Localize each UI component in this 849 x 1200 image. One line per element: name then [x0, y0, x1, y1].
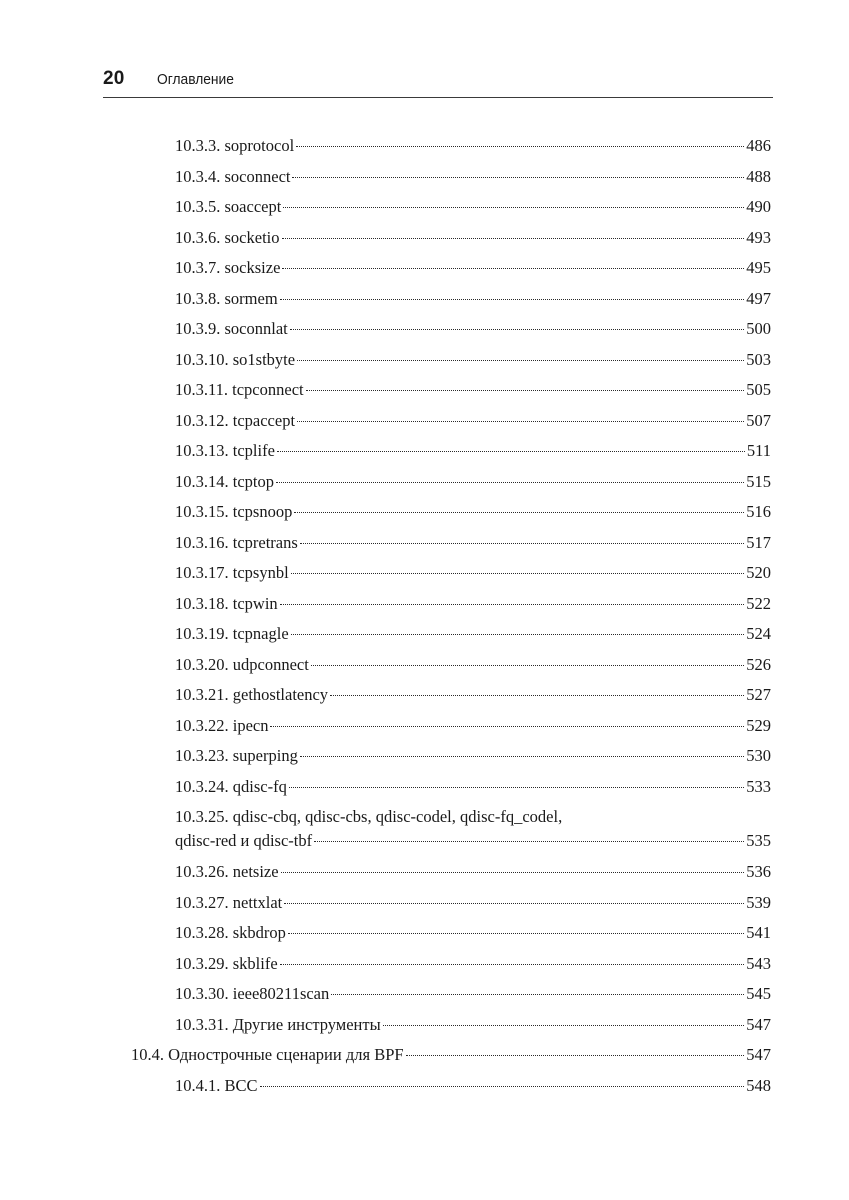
- toc-entry: [175, 528, 771, 559]
- toc-entry-title: 10.3.30. ieee80211scan: [175, 984, 330, 1003]
- dot-leader: [300, 756, 744, 757]
- dot-leader: [297, 360, 744, 361]
- dot-leader: [383, 1025, 745, 1026]
- section-title: Оглавление: [156, 71, 234, 88]
- dot-leader: [300, 543, 744, 544]
- toc-entry-title: 10.3.29. skblife: [175, 953, 278, 973]
- toc-entry: [175, 284, 771, 315]
- toc-entry-page: 548: [746, 1075, 771, 1095]
- toc-entry: [175, 589, 771, 620]
- dot-leader: [280, 964, 745, 965]
- toc-entry-page: 522: [746, 593, 771, 613]
- toc-entry-page: 533: [746, 776, 771, 796]
- toc-entry: [175, 131, 771, 162]
- toc-entry: [175, 314, 771, 345]
- toc-entry: [131, 1040, 771, 1071]
- dot-leader: [306, 390, 745, 391]
- dot-leader: [284, 903, 744, 904]
- toc-entry-title: 10.3.25. qdisc-cbq, qdisc-cbs, qdisc-codel, qdisc-fq_codel,: [175, 807, 563, 826]
- toc-entry: [175, 558, 771, 589]
- dot-leader: [270, 726, 744, 727]
- toc-entry-page: 517: [746, 532, 771, 552]
- dot-leader: [260, 1086, 745, 1087]
- toc-entry-title: 10.3.14. tcptop: [175, 471, 274, 491]
- toc-entry-title: 10.3.12. tcpaccept: [175, 410, 296, 430]
- toc-entry-page: 505: [746, 380, 771, 399]
- toc-entry-title: 10.3.6. socketio: [175, 227, 280, 247]
- dot-leader: [297, 421, 744, 422]
- toc-entry-page: 507: [746, 410, 771, 430]
- dot-leader: [281, 872, 745, 873]
- dot-leader: [289, 787, 744, 788]
- toc-entry-title: 10.3.26. netsize: [175, 862, 279, 881]
- toc-entry-title-continued: qdisc-red и qdisc-tbf: [175, 831, 313, 850]
- toc-entry: [175, 680, 771, 711]
- toc-entry-page: 503: [746, 349, 771, 369]
- toc-entry: [175, 1071, 771, 1102]
- toc-entry-title: 10.3.5. soaccept: [175, 197, 282, 216]
- toc-entry-title: 10.3.23. superping: [175, 746, 298, 765]
- dot-leader: [406, 1055, 745, 1056]
- toc-entry-title: 10.3.15. tcpsnoop: [175, 502, 293, 521]
- toc-entry: [175, 162, 771, 193]
- toc-entry-title: 10.3.27. nettxlat: [175, 892, 283, 912]
- toc-entry-page: 545: [746, 984, 771, 1003]
- toc-entry: [175, 223, 771, 254]
- dot-leader: [288, 933, 744, 934]
- dot-leader: [282, 268, 744, 269]
- toc-entry-page: 493: [746, 227, 771, 247]
- dot-leader: [283, 207, 744, 208]
- toc-entry-title: 10.4.1. BCC: [175, 1075, 258, 1095]
- toc-entry-title: 10.3.17. tcpsynbl: [175, 563, 289, 582]
- toc-entry: [175, 406, 771, 437]
- toc-entry: [175, 741, 771, 772]
- toc-entry-title: 10.3.9. soconnlat: [175, 319, 288, 338]
- toc-entry-page: 535: [746, 831, 771, 850]
- dot-leader: [276, 482, 744, 483]
- toc-entry-title: 10.3.19. tcpnagle: [175, 624, 289, 643]
- toc-entry-page: 541: [746, 923, 771, 942]
- dot-leader: [330, 695, 744, 696]
- toc-entry-title: 10.3.28. skbdrop: [175, 923, 286, 942]
- toc-entry: [175, 711, 771, 742]
- toc-entry: [175, 772, 771, 803]
- toc-entry-page: 539: [746, 892, 771, 912]
- toc-entry: [175, 192, 771, 223]
- toc-entry-title: 10.3.16. tcpretrans: [175, 532, 298, 552]
- toc-entry-page: 497: [746, 288, 771, 308]
- toc-entry-title: 10.3.3. soprotocol: [175, 136, 295, 155]
- toc-entry-title: 10.3.8. sormem: [175, 288, 278, 308]
- toc-entry-page: 486: [746, 136, 771, 155]
- toc-entry-page: 500: [746, 319, 771, 338]
- toc-entry-title: 10.3.21. gethostlatency: [175, 685, 329, 704]
- toc-entry: [175, 436, 771, 467]
- toc-entry: [175, 918, 771, 949]
- toc-entry: [175, 619, 771, 650]
- toc-entry-title: 10.3.11. tcpconnect: [175, 380, 304, 399]
- toc-entry-title: 10.3.20. udpconnect: [175, 654, 309, 674]
- toc-entry-title: 10.4. Однострочные сценарии для BPF: [131, 1045, 404, 1064]
- dot-leader: [296, 146, 744, 147]
- toc-entry-title: 10.3.4. soconnect: [175, 166, 291, 186]
- toc-entry-title: 10.3.22. ipecn: [175, 715, 269, 735]
- toc-entry: [175, 375, 771, 406]
- running-head: [103, 68, 773, 98]
- toc-entry-page: 536: [746, 862, 771, 881]
- toc-entry-title: 10.3.10. so1stbyte: [175, 349, 296, 369]
- dot-leader: [277, 451, 745, 452]
- toc-entry-title: 10.3.31. Другие инструменты: [175, 1014, 381, 1034]
- toc-entry-page: 495: [746, 258, 771, 277]
- toc-entry-page: 515: [746, 471, 771, 491]
- toc-entry-title: 10.3.24. qdisc-fq: [175, 776, 287, 796]
- toc-entry: [175, 497, 771, 528]
- toc-entry: [175, 979, 771, 1010]
- toc-entry: [175, 253, 771, 284]
- header-rule: [103, 97, 773, 98]
- toc-entry: [175, 345, 771, 376]
- toc-entry-page: 527: [746, 685, 771, 704]
- toc-entry: [175, 857, 771, 888]
- dot-leader: [290, 329, 745, 330]
- dot-leader: [314, 841, 744, 842]
- toc-entry: [175, 949, 771, 980]
- toc-entry-title: 10.3.18. tcpwin: [175, 593, 278, 613]
- dot-leader: [282, 238, 745, 239]
- toc-entry-page: 526: [746, 654, 771, 674]
- toc-entry: [175, 888, 771, 919]
- toc-entry-page: 524: [746, 624, 771, 643]
- dot-leader: [292, 177, 744, 178]
- toc-entry-page: 511: [746, 441, 771, 460]
- toc-entry-page: 547: [746, 1045, 771, 1064]
- toc-entry-page: 516: [746, 502, 771, 521]
- table-of-contents: [0, 131, 849, 1101]
- dot-leader: [331, 994, 744, 995]
- toc-entry-page: 547: [746, 1014, 771, 1034]
- dot-leader: [280, 299, 745, 300]
- toc-entry-title: 10.3.13. tcplife: [175, 441, 275, 460]
- dot-leader: [294, 512, 744, 513]
- dot-leader: [291, 573, 745, 574]
- toc-entry-page: 490: [746, 197, 771, 216]
- toc-entry-page: 529: [746, 715, 771, 735]
- toc-entry-page: 488: [746, 166, 771, 186]
- toc-entry: [175, 802, 771, 857]
- toc-entry-title: 10.3.7. socksize: [175, 258, 281, 277]
- toc-entry: [175, 650, 771, 681]
- dot-leader: [280, 604, 745, 605]
- toc-entry-page: 520: [746, 563, 771, 582]
- dot-leader: [291, 634, 745, 635]
- dot-leader: [311, 665, 744, 666]
- toc-entry: [175, 1010, 771, 1041]
- page-number: 20: [103, 68, 125, 89]
- toc-entry-page: 543: [746, 953, 771, 973]
- toc-entry-page: 530: [746, 746, 771, 765]
- toc-entry: [175, 467, 771, 498]
